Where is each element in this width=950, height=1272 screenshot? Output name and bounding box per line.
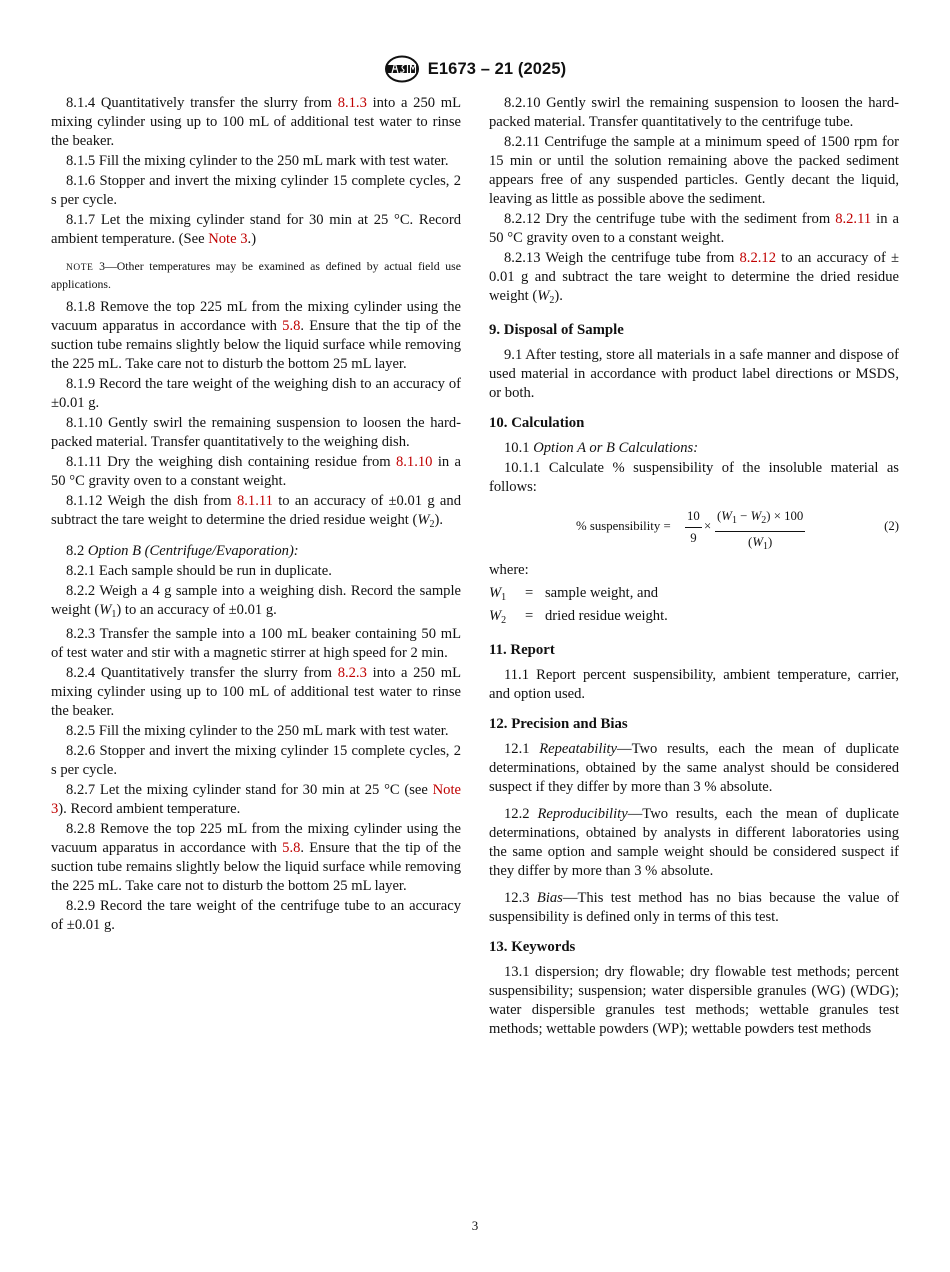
link-8-2-12[interactable]: 8.2.12 xyxy=(739,250,776,266)
paragraph-11-1: 11.1 Report percent suspensibility, ambient temperature, carrier, and option used. xyxy=(489,667,899,702)
page-number: 3 xyxy=(471,1218,479,1233)
link-note-3[interactable]: Note 3 xyxy=(51,782,461,817)
variable-symbol: $W_2$ xyxy=(489,608,507,626)
paragraph-8-1-6: 8.1.6 Stopper and invert the mixing cylinder 15 complete cycles, 2 s per cycle. xyxy=(51,173,461,208)
paragraph-8-2-1: 8.2.1 Each sample should be run in duplicate. xyxy=(66,563,332,579)
link-5-8[interactable]: 5.8 xyxy=(282,840,301,856)
paragraph-12-2: 12.2 Reproducibility—Two results, each the mean of duplicate determinations, obtained by analysts in different laboratories using the same option and sample weight should be considered suspect if they differ by more than 3 % absolute. xyxy=(489,806,900,879)
astm-logo-icon xyxy=(384,55,420,83)
fraction-weights: $\frac{(W_1 - W_2) \times 100}{(W_1)}$ xyxy=(717,509,804,552)
note-label: NOTE xyxy=(66,263,94,273)
note-3: NOTE 3—Other temperatures may be examined as defined by actual field use applications. xyxy=(51,259,461,291)
paragraph-8-2-2: 8.2.2 Weigh a 4 g sample into a weighing dish. Record the sample weight $(W_1)$ to an accuracy of ±0.01 g. xyxy=(51,583,461,620)
paragraph-10-1: 10.1 Option A or B Calculations: xyxy=(504,440,699,456)
variable-description: dried residue weight. xyxy=(545,608,668,624)
paragraph-8-1-7: 8.1.7 Let the mixing cylinder stand for 30 min at 25 °C. Record ambient temperature. (See Note 3.) xyxy=(51,212,461,247)
paragraph-8-2-9: 8.2.9 Record the tare weight of the centrifuge tube to an accuracy of ±0.01 g. xyxy=(51,898,461,933)
paragraph-10-1-1: 10.1.1 Calculate % suspensibility of the insoluble material as follows: xyxy=(489,460,899,495)
paragraph-8-1-8: 8.1.8 Remove the top 225 mL from the mixing cylinder using the vacuum apparatus in accordance with 5.8. Ensure that the tip of the suction tube remains slightly below the liquid surface while removing the 225 mL. Take care not to disturb the bottom 25 mL layer. xyxy=(51,299,461,372)
link-8-1-11[interactable]: 8.1.11 xyxy=(236,493,273,509)
fraction-ten-ninths: $\frac{10}{9}$ xyxy=(687,509,700,545)
link-8-1-3[interactable]: 8.1.3 xyxy=(337,95,367,111)
paragraph-8-2-13: 8.2.13 Weigh the centrifuge tube from 8.2.12 to an accuracy of ± 0.01 g and subtract the tare weight to determine the dried residue weight $(W_2)$. xyxy=(489,250,900,306)
page-header xyxy=(0,54,950,84)
paragraph-8-1-4: 8.1.4 Quantitatively transfer the slurry from 8.1.3 into a 250 mL mixing cylinder using up to 100 mL of additional test water to rinse the beaker. xyxy=(51,95,462,149)
paragraph-12-1: 12.1 Repeatability—Two results, each the mean of duplicate determinations, obtained by the same analyst should be considered suspect if they differ by more than 3 % absolute. xyxy=(489,741,899,795)
section-heading-12: 12. Precision and Bias xyxy=(489,716,628,732)
paragraph-8-2-5: 8.2.5 Fill the mixing cylinder to the 250 mL mark with test water. xyxy=(66,723,449,739)
paragraph-8-2-4: 8.2.4 Quantitatively transfer the slurry from 8.2.3 into a 250 mL mixing cylinder using up to 100 mL of additional test water to rinse the beaker. xyxy=(51,665,462,719)
paragraph-13-1: 13.1 dispersion; dry flowable; dry flowable test methods; percent suspensibility; suspension; water dispersible granules (WG) (WDG); water dispersible granules test methods; wettable granules test methods; wettable powders (WP); wettable powders test methods xyxy=(489,964,899,1037)
equation-lhs: % suspensibility = xyxy=(576,519,671,533)
link-8-2-11[interactable]: 8.2.11 xyxy=(835,211,872,227)
right-column xyxy=(489,94,899,1040)
link-8-2-3[interactable]: 8.2.3 xyxy=(337,665,367,681)
document-designation: E1673 – 21 (2025) xyxy=(427,59,567,78)
link-8-1-10[interactable]: 8.1.10 xyxy=(395,454,433,470)
paragraph-9-1: 9.1 After testing, store all materials in a safe manner and dispose of used material in accordance with product label directions or MSDS, or both. xyxy=(489,347,899,401)
section-heading-13: 13. Keywords xyxy=(489,939,576,955)
paragraph-8-2-6: 8.2.6 Stopper and invert the mixing cylinder 15 complete cycles, 2 s per cycle. xyxy=(51,743,461,778)
variable-description: sample weight, and xyxy=(545,585,659,601)
equation-number: (2) xyxy=(884,519,899,533)
link-note-3[interactable]: Note 3 xyxy=(208,231,248,247)
paragraph-8-1-9: 8.1.9 Record the tare weight of the weighing dish to an accuracy of ±0.01 g. xyxy=(51,376,461,411)
section-heading-9: 9. Disposal of Sample xyxy=(489,322,624,338)
link-5-8[interactable]: 5.8 xyxy=(282,318,301,334)
variable-list: $W_1$ = sample weight, and $W_2$ = dried residue weight. xyxy=(489,584,899,630)
variable-symbol: $W_1$ xyxy=(489,585,507,603)
paragraph-12-3: 12.3 Bias—This test method has no bias because the value of suspensibility is defined only in terms of this test. xyxy=(489,890,899,925)
paragraph-8-2: 8.2 Option B (Centrifuge/Evaporation): xyxy=(66,543,299,559)
paragraph-8-2-11: 8.2.11 Centrifuge the sample at a minimum speed of 1500 rpm for 15 min or until the solution remaining above the packed sediment appears free of any suspended particles. Gently decant the liquid, leaving as little as possible above the sediment. xyxy=(489,134,899,207)
equation-2 xyxy=(489,503,899,551)
paragraph-8-1-10: 8.1.10 Gently swirl the remaining suspension to loosen the hard-packed material. Transfer quantitatively to the weighing dish. xyxy=(51,415,461,450)
paragraph-8-2-7: 8.2.7 Let the mixing cylinder stand for 30 min at 25 °C (see Note 3). Record ambient temperature. xyxy=(51,782,461,817)
section-heading-10: 10. Calculation xyxy=(489,415,585,431)
section-heading-11: 11. Report xyxy=(489,642,555,658)
paragraph-8-2-3: 8.2.3 Transfer the sample into a 100 mL beaker containing 50 mL of test water and stir with a magnetic stirrer at high speed for 2 min. xyxy=(51,626,461,661)
paragraph-8-1-11: 8.1.11 Dry the weighing dish containing residue from 8.1.10 in a 50 °C gravity oven to a constant weight. xyxy=(51,454,461,489)
paragraph-8-1-5: 8.1.5 Fill the mixing cylinder to the 250 mL mark with test water. xyxy=(66,153,449,169)
paragraph-8-2-12: 8.2.12 Dry the centrifuge tube with the sediment from 8.2.11 in a 50 °C gravity oven to a constant weight. xyxy=(489,211,899,246)
paragraph-8-1-12: 8.1.12 Weigh the dish from 8.1.11 to an accuracy of ±0.01 g and subtract the tare weight to determine the dried residue weight $(W_2)$. xyxy=(51,493,461,530)
times-sign: × xyxy=(704,519,712,533)
left-column xyxy=(51,94,461,936)
where-label: where: xyxy=(489,562,529,578)
paragraph-8-2-8: 8.2.8 Remove the top 225 mL from the mixing cylinder using the vacuum apparatus in accordance with 5.8. Ensure that the tip of the suction tube remains slightly below the liquid surface while removing the 225 mL. Take care not to disturb the bottom 25 mL layer. xyxy=(51,821,461,894)
paragraph-8-2-10: 8.2.10 Gently swirl the remaining suspension to loosen the hard-packed material. Transfer quantitatively to the centrifuge tube. xyxy=(489,95,899,130)
